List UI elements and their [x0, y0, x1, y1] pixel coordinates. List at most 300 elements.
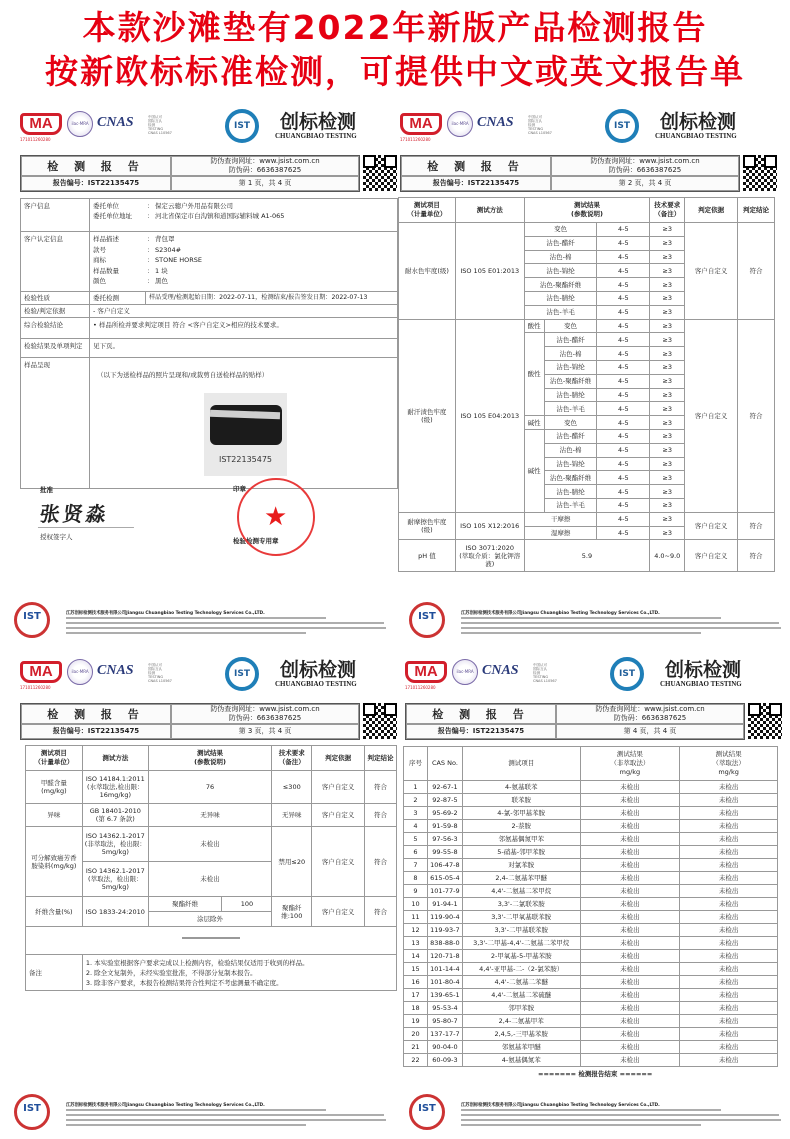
field-colon: ： [147, 245, 154, 254]
cas-number: 92-67-1 [427, 781, 462, 794]
ist-logo-icon: IST [605, 109, 639, 143]
result-label: 沾色-羊毛 [544, 402, 597, 416]
cnas-note: 中国认可 国际互认 检测 TESTING CNAS L10567 [148, 663, 172, 683]
table-row [26, 771, 397, 804]
result-value: 4-5 [597, 360, 650, 374]
footer-company: 江苏创标检测技术服务有限公司Jiangsu Chuangbiao Testing Technology Services Co.,LTD. [461, 1103, 660, 1108]
test-method: ISO 14362.1-2017 (萃取法，检出限： 5mg/kg) [82, 862, 148, 897]
report-number: 报告编号：IST22135475 [401, 176, 551, 191]
footer-company: 江苏创标检测技术服务有限公司Jiangsu Chuangbiao Testing Technology Services Co.,LTD. [461, 611, 660, 616]
row-number: 4 [404, 820, 428, 833]
cas-number: 101-77-9 [427, 885, 462, 898]
result-value: 4-5 [597, 223, 650, 237]
row-number: 12 [404, 924, 428, 937]
header-result: 测试结果 (参数说明) [524, 198, 650, 223]
result-extract: 未检出 [680, 1002, 778, 1015]
result-value: 4-5 [597, 526, 650, 540]
ist-logo-icon: IST [225, 657, 259, 691]
header-row [26, 746, 397, 771]
result-value: 未检出 [148, 827, 272, 862]
requirement: ≥3 [650, 471, 685, 485]
result-value: 4-5 [597, 388, 650, 402]
cas-number: 95-53-4 [427, 1002, 462, 1015]
colorfastness-table [398, 197, 775, 572]
substance: 4-氯-邻甲基苯胺 [462, 807, 580, 820]
conclusion-value: • 样品所检并要求判定项目 符合 <客户自定义>相应的技术要求。 [90, 318, 398, 339]
report-number: 报告编号：IST22135475 [21, 176, 171, 191]
substance: 2,4-二氨基苯甲醚 [462, 872, 580, 885]
anti-fake-code: 防伪码：6636387625 [608, 166, 682, 174]
result-non-extract: 未检出 [580, 1054, 680, 1067]
result-extract: 未检出 [680, 859, 778, 872]
client-info-values [90, 199, 398, 232]
row-number: 6 [404, 846, 428, 859]
result-non-extract: 未检出 [580, 1002, 680, 1015]
substance: 3,3'-二甲基-4,4'-二氨基二苯甲烷 [462, 937, 580, 950]
requirement: ≥3 [650, 250, 685, 264]
table-row [404, 976, 778, 989]
table-row [404, 1015, 778, 1028]
field-value: 背包罩 [155, 235, 175, 243]
basis: 客户自定义 [685, 512, 738, 540]
cma-number: 171011260280 [400, 137, 431, 142]
qr-code[interactable] [363, 703, 397, 739]
query-url[interactable]: 防伪查询网址：www.jsist.com.cn [590, 157, 700, 165]
table-row [399, 223, 775, 237]
brand-name: 创标检测 [280, 659, 357, 681]
result-value: 4-5 [597, 278, 650, 292]
field-label: 样品数量 [93, 266, 119, 275]
anti-fake-info [551, 156, 739, 176]
result-extract: 未检出 [680, 820, 778, 833]
result-non-extract: 未检出 [580, 937, 680, 950]
result-value: 4-5 [597, 498, 650, 512]
cma-number: 171011260280 [20, 685, 51, 690]
remarks-label: 备注 [26, 955, 83, 991]
requirement: 4.0~9.0 [650, 540, 685, 572]
conclusion-label: 综合检验结论 [21, 318, 90, 339]
client-confirm-label: 客户认定信息 [21, 232, 90, 292]
result-non-extract: 未检出 [580, 1041, 680, 1054]
field-label: 颜色 [93, 277, 106, 285]
requirement: ≥3 [650, 333, 685, 347]
cas-number: 119-93-7 [427, 924, 462, 937]
cas-number: 91-94-1 [427, 898, 462, 911]
row-number: 14 [404, 950, 428, 963]
result-non-extract: 未检出 [580, 911, 680, 924]
ist-logo-icon: IST [225, 109, 259, 143]
table-row [404, 820, 778, 833]
brand-name-en: CHUANGBIAO TESTING [660, 680, 742, 688]
company-seal [237, 478, 315, 556]
requirement: ≥3 [650, 512, 685, 526]
row-number: 7 [404, 859, 428, 872]
conclusion: 符合 [365, 827, 397, 897]
divider [182, 937, 240, 939]
result-value: 4-5 [597, 429, 650, 443]
cnas-note: 中国认可 国际互认 检测 TESTING CNAS L10567 [148, 115, 172, 135]
requirement: 无异味 [272, 804, 312, 827]
result-value: 见下页。 [90, 339, 398, 358]
header-row [399, 198, 775, 223]
cas-number: 120-71-8 [427, 950, 462, 963]
result-label: 沾色-棉 [524, 250, 597, 264]
field-label: 商标 [93, 256, 106, 264]
test-dates: 样品受理/检测起始日期：2022-07-11，检测结束/报告签发日期：2022-07-13 [146, 292, 398, 305]
substance: 4,4'-二氨基二苯硫醚 [462, 989, 580, 1002]
qr-code[interactable] [363, 155, 397, 191]
cnas-logo: CNAS [97, 663, 134, 678]
result-extract: 未检出 [680, 937, 778, 950]
basis: 客户自定义 [685, 319, 738, 512]
client-info-label: 客户信息 [21, 199, 90, 232]
logo-row [5, 113, 385, 143]
substance: 2-甲氧基-5-甲基苯胺 [462, 950, 580, 963]
client-info-table [20, 198, 398, 489]
requirement: ≥3 [650, 305, 685, 319]
anti-fake-info [171, 704, 359, 724]
footer-fine-print [461, 1119, 781, 1121]
cas-number: 91-59-8 [427, 820, 462, 833]
result-extract: 未检出 [680, 1054, 778, 1067]
query-url[interactable]: 防伪查询网址：www.jsist.com.cn [595, 705, 705, 713]
test-item: 耐汗渍色牢度 (级) [399, 319, 456, 512]
result-label: 沾色-腈纶 [524, 291, 597, 305]
cas-number: 60-09-3 [427, 1054, 462, 1067]
result-non-extract: 未检出 [580, 989, 680, 1002]
requirement: ≥3 [650, 416, 685, 430]
table-row [399, 319, 775, 333]
result-value: 4-5 [597, 471, 650, 485]
cas-number: 90-04-0 [427, 1041, 462, 1054]
table-row [404, 1054, 778, 1067]
brand-name-en: CHUANGBIAO TESTING [655, 132, 737, 140]
result-extract: 未检出 [680, 963, 778, 976]
table-cell: 测试方法 [82, 746, 148, 771]
table-row [404, 1002, 778, 1015]
footer-fine-print [461, 1124, 701, 1126]
result-value: 未检出 [148, 862, 272, 897]
result-label: 沾色-锦纶 [544, 360, 597, 374]
table-cell: 测试项目 [462, 747, 580, 781]
result-non-extract: 未检出 [580, 872, 680, 885]
test-item: 甲醛含量 (mg/kg) [26, 771, 83, 804]
header-row [404, 747, 778, 781]
report-title: 检 测 报 告 [401, 156, 551, 176]
approve-label: 批准 [40, 486, 53, 494]
report-page-2 [395, 100, 790, 600]
cas-number: 95-69-2 [427, 807, 462, 820]
footer-fine-print [461, 632, 701, 634]
report-end-marker: ======= 检测报告结束 ====== [538, 1070, 653, 1078]
conclusion: 符合 [738, 512, 775, 540]
result-extract: 未检出 [680, 911, 778, 924]
field-value: 保定云骢户外用品有限公司 [155, 202, 233, 210]
result-non-extract: 未检出 [580, 781, 680, 794]
table-row [404, 794, 778, 807]
requirement: ≥3 [650, 498, 685, 512]
result-non-extract: 未检出 [580, 846, 680, 859]
footer-company: 江苏创标检测技术服务有限公司Jiangsu Chuangbiao Testing Technology Services Co.,LTD. [66, 611, 265, 616]
conclusion: 符合 [365, 771, 397, 804]
page-number: 第 3 页，共 4 页 [171, 724, 359, 739]
result-value: 4-5 [597, 402, 650, 416]
test-item: 耐水色牢度(级) [399, 223, 456, 320]
page-number: 第 4 页，共 4 页 [556, 724, 744, 739]
result-extract: 未检出 [680, 872, 778, 885]
result-value: 4-5 [597, 457, 650, 471]
table-cell: 判定依据 [312, 746, 365, 771]
row-number: 2 [404, 794, 428, 807]
result-label: 沾色-聚酯纤维 [544, 471, 597, 485]
field-colon: ： [147, 266, 154, 275]
result-label: 干摩擦 [524, 512, 597, 526]
requirement: ≥3 [650, 443, 685, 457]
table-row [404, 937, 778, 950]
result-value: 4-5 [597, 347, 650, 361]
requirement: ≥3 [650, 374, 685, 388]
requirement: ≥3 [650, 236, 685, 250]
result-label: 检验结果及单项判定 [21, 339, 90, 358]
result-value: 4-5 [597, 291, 650, 305]
table-row [404, 885, 778, 898]
banner-line-2: 按新欧标标准检测，可提供中文或英文报告单 [45, 52, 745, 91]
row-number: 17 [404, 989, 428, 1002]
report-header [400, 155, 740, 192]
table-cell: 测试结果 （非萃取法） mg/kg [580, 747, 680, 781]
field-colon: ： [147, 256, 154, 264]
substance: 3,3'-二甲氧基联苯胺 [462, 911, 580, 924]
page-3-footer [0, 1092, 395, 1132]
footer-fine-print [66, 1119, 386, 1121]
report-header [405, 703, 745, 740]
result-non-extract: 未检出 [580, 807, 680, 820]
basis: 客户自定义 [312, 804, 365, 827]
test-method: ISO 14362.1-2017 (非萃取法，检出限： 5mg/kg) [82, 827, 148, 862]
result-non-extract: 未检出 [580, 1015, 680, 1028]
result-extract: 未检出 [680, 1028, 778, 1041]
test-method: ISO 105 E04:2013 [455, 319, 524, 512]
cas-number: 615-05-4 [427, 872, 462, 885]
result-extract: 未检出 [680, 976, 778, 989]
substance: 4,4'-亚甲基-二-（2-氯苯胺） [462, 963, 580, 976]
row-number: 19 [404, 1015, 428, 1028]
row-number: 20 [404, 1028, 428, 1041]
report-page-3 [0, 648, 395, 1088]
substance: 5-硝基-邻甲苯胺 [462, 846, 580, 859]
table-row [404, 911, 778, 924]
ilac-mra-logo: ilac-MRA [447, 111, 473, 137]
test-item: 耐摩擦色牢度 (级) [399, 512, 456, 540]
field-colon: ： [147, 277, 154, 285]
result-value: 4-5 [597, 250, 650, 264]
ilac-mra-logo: ilac-MRA [67, 659, 93, 685]
requirement: ≤300 [272, 771, 312, 804]
row-number: 16 [404, 976, 428, 989]
cas-number: 99-55-8 [427, 846, 462, 859]
cma-logo: MA [400, 113, 442, 135]
result-value: 5.9 [524, 540, 650, 572]
result-label: 变色 [524, 223, 597, 237]
azo-amine-table [403, 746, 778, 1067]
sample-cell [90, 358, 398, 489]
result-extract: 未检出 [680, 989, 778, 1002]
seal-use-label: 检验检测专用章 [233, 537, 279, 545]
result-extract: 未检出 [680, 1041, 778, 1054]
field-value: 1 块 [155, 266, 168, 275]
row-number: 10 [404, 898, 428, 911]
requirement: ≥3 [650, 223, 685, 237]
result-non-extract: 未检出 [580, 833, 680, 846]
table-row [404, 963, 778, 976]
result-non-extract: 未检出 [580, 794, 680, 807]
cma-number: 171011260280 [405, 685, 436, 690]
ist-footer-logo-icon: IST [409, 602, 445, 638]
footer-company: 江苏创标检测技术服务有限公司Jiangsu Chuangbiao Testing Technology Services Co.,LTD. [66, 1103, 265, 1108]
row-number: 21 [404, 1041, 428, 1054]
table-row [404, 859, 778, 872]
result-value: 4-5 [597, 416, 650, 430]
table-row [404, 1028, 778, 1041]
result-non-extract: 未检出 [580, 950, 680, 963]
requirement: ≥3 [650, 319, 685, 333]
row-number: 15 [404, 963, 428, 976]
cas-number: 106-47-8 [427, 859, 462, 872]
conclusion: 符合 [738, 223, 775, 320]
qr-code[interactable] [748, 703, 782, 739]
brand-name: 创标检测 [660, 111, 737, 133]
report-header [20, 155, 360, 192]
result-label: 沾色-棉 [544, 347, 597, 361]
anti-fake-code: 防伪码：6636387625 [228, 714, 302, 722]
table-row [404, 872, 778, 885]
footer-fine-print [66, 632, 306, 634]
ist-footer-logo-icon: IST [409, 1094, 445, 1130]
basis-value: - 客户自定义 [90, 305, 398, 318]
conclusion: 符合 [738, 540, 775, 572]
substance: 邻氨基偶氮甲苯 [462, 833, 580, 846]
row-number: 8 [404, 872, 428, 885]
header-item: 测试项目 （计量单位） [399, 198, 456, 223]
field-label: 委托单位地址 [93, 212, 132, 220]
cas-number: 95-80-7 [427, 1015, 462, 1028]
table-row [404, 846, 778, 859]
table-cell: 序号 [404, 747, 428, 781]
sample-label: 样品呈现 [21, 358, 90, 489]
substance: 4,4'-二氨基二苯甲烷 [462, 885, 580, 898]
field-colon: ： [147, 202, 154, 210]
cma-number: 171011260280 [20, 137, 51, 142]
row-number: 22 [404, 1054, 428, 1067]
test-method: ISO 3071:2020 (萃取介质：氯化钾溶 液) [455, 540, 524, 572]
test-method: ISO 105 E01:2013 [455, 223, 524, 320]
substance: 3,3'-二甲基联苯胺 [462, 924, 580, 937]
requirement: ≥3 [650, 402, 685, 416]
divider-cell [26, 927, 397, 955]
header-method: 测试方法 [455, 198, 524, 223]
result-non-extract: 未检出 [580, 859, 680, 872]
cnas-logo: CNAS [477, 115, 514, 130]
result-extract: 未检出 [680, 950, 778, 963]
ist-footer-logo-icon: IST [14, 1094, 50, 1130]
query-url[interactable]: 防伪查询网址：www.jsist.com.cn [210, 705, 320, 713]
header-basis: 判定依据 [685, 198, 738, 223]
result-value: 4-5 [597, 333, 650, 347]
row-number: 1 [404, 781, 428, 794]
result-value: 4-5 [597, 305, 650, 319]
test-method: ISO 14184.1:2011 (水萃取法,检出限： 16mg/kg) [82, 771, 148, 804]
result-label: 沾色-棉 [544, 443, 597, 457]
page-number: 第 2 页，共 4 页 [551, 176, 739, 191]
logo-row [390, 661, 770, 691]
result-non-extract: 未检出 [580, 898, 680, 911]
result-label: 沾色-醋纤 [524, 236, 597, 250]
result-value: 4-5 [597, 319, 650, 333]
sample-photo-label: IST22135475 [218, 455, 273, 464]
seal-label: 印章 [233, 485, 246, 493]
acid-group-label: 酸性 [524, 333, 544, 416]
report-page-4 [395, 648, 790, 1088]
footer-fine-print [66, 627, 386, 629]
basis: 客户自定义 [312, 897, 365, 927]
result-label: 变色 [544, 319, 597, 333]
page-2-footer [395, 600, 790, 640]
result-extract: 未检出 [680, 924, 778, 937]
page-1-footer [0, 600, 395, 640]
logo-row [385, 113, 765, 143]
remarks-cell [82, 955, 396, 991]
header-conclusion: 判定结论 [738, 198, 775, 223]
result-label: 沾色-醋纤 [544, 333, 597, 347]
alkali-group-label: 碱性 [524, 416, 544, 430]
table-row [26, 804, 397, 827]
requirement: ≥3 [650, 278, 685, 292]
requirement: ≥3 [650, 429, 685, 443]
query-url[interactable]: 防伪查询网址：www.jsist.com.cn [210, 157, 320, 165]
requirement: ≥3 [650, 264, 685, 278]
field-label: 样品描述 [93, 235, 119, 243]
requirement: ≥3 [650, 291, 685, 305]
cas-number: 838-88-0 [427, 937, 462, 950]
footer-fine-print [66, 1114, 384, 1116]
conclusion: 符合 [365, 897, 397, 927]
table-row [404, 924, 778, 937]
cas-number: 119-90-4 [427, 911, 462, 924]
result-extract: 未检出 [680, 885, 778, 898]
requirement: 禁用≤20 [272, 827, 312, 897]
divider-row [26, 927, 397, 955]
result-label: 沾色-锦纶 [544, 457, 597, 471]
footer-fine-print [66, 617, 326, 619]
result-value: 4-5 [597, 236, 650, 250]
table-row [404, 781, 778, 794]
table-row [404, 950, 778, 963]
fiber-note: 涂层除外 [148, 912, 272, 927]
banner-line-1: 本款沙滩垫有2022年新版产品检测报告 [82, 8, 708, 47]
requirement: ≥3 [650, 485, 685, 499]
acid-group-label: 酸性 [524, 319, 544, 333]
qr-code[interactable] [743, 155, 777, 191]
field-label: 款号 [93, 245, 106, 254]
alkali-group-label: 碱性 [524, 429, 544, 512]
field-colon: ： [147, 212, 154, 220]
result-label: 沾色-腈纶 [544, 485, 597, 499]
substance: 4-氨基偶氮苯 [462, 1054, 580, 1067]
footer-fine-print [461, 1114, 779, 1116]
result-value: 4-5 [597, 264, 650, 278]
row-number: 3 [404, 807, 428, 820]
field-value: 河北省保定市白沟镇和道国际辅料城 A1-065 [155, 212, 285, 220]
